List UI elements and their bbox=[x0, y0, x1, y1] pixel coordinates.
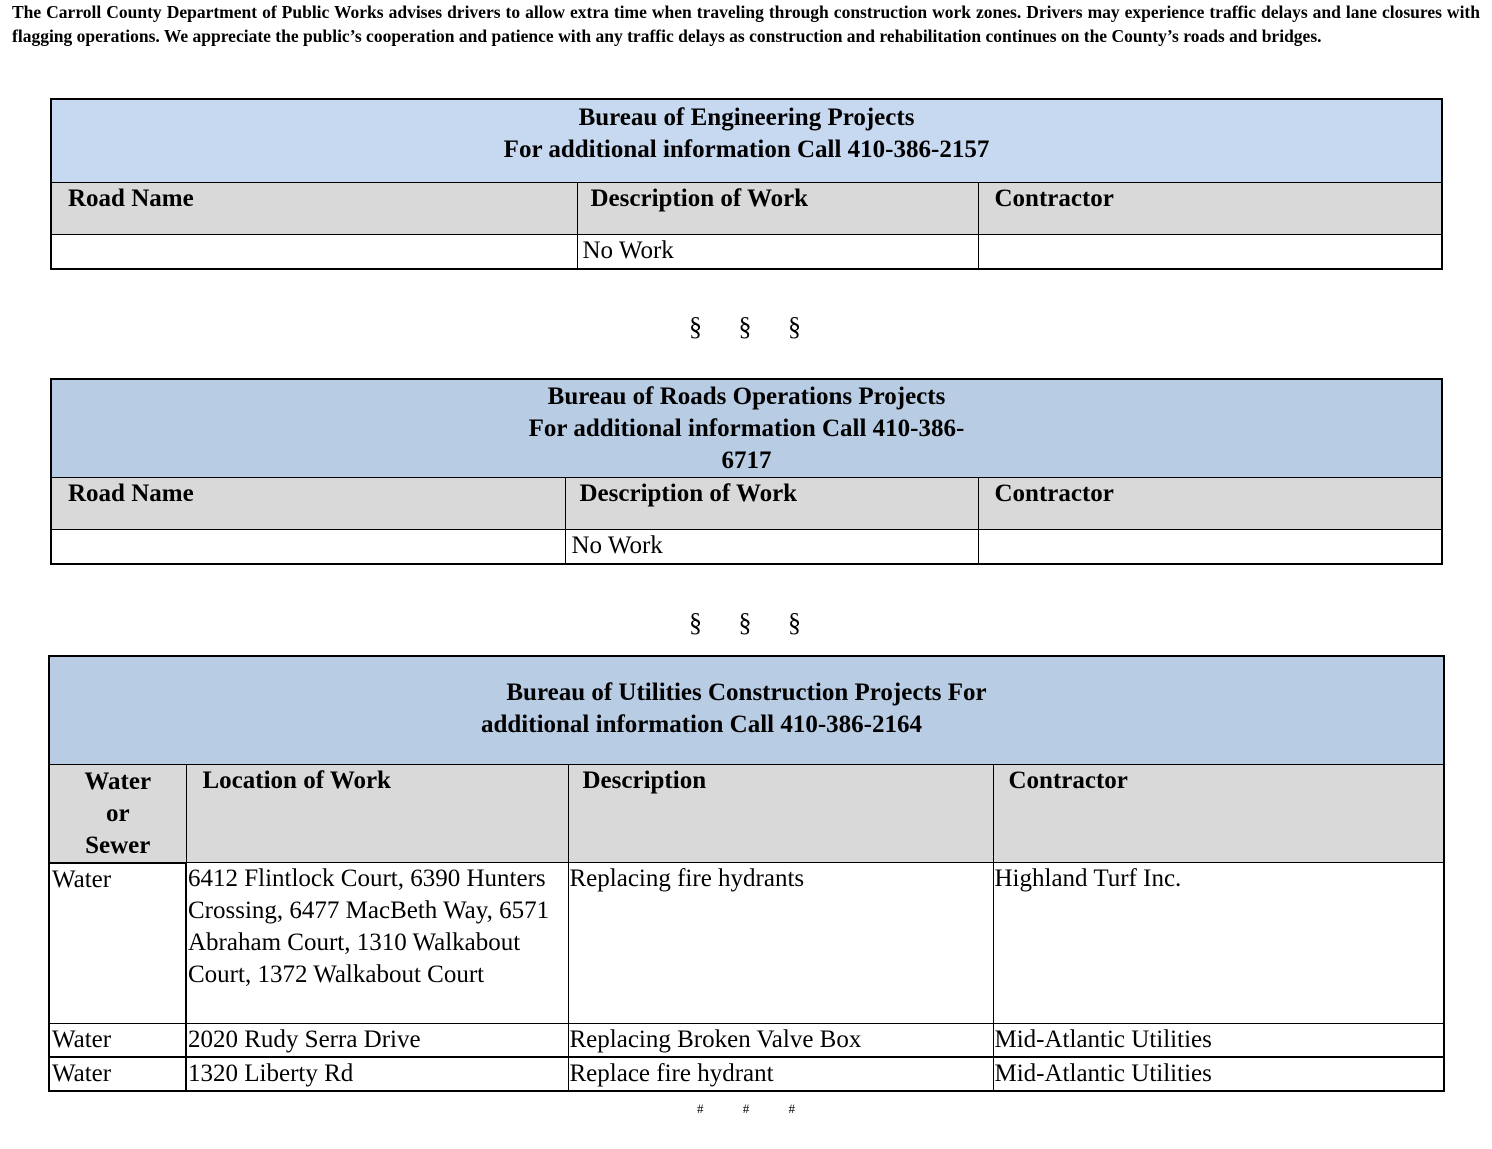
cell-location: 1320 Liberty Rd bbox=[186, 1057, 568, 1091]
cell-description: Replacing fire hydrants bbox=[568, 863, 993, 1024]
cell-type: Water bbox=[49, 1057, 186, 1091]
cell-contractor: Highland Turf Inc. bbox=[993, 863, 1444, 1024]
table-row bbox=[51, 235, 1442, 269]
column-header-water-or-sewer: Water or Sewer bbox=[49, 764, 186, 863]
cell-location: 6412 Flintlock Court, 6390 Hunters Crossing, 6477 MacBeth Way, 6571 Abraham Court, 1310 Walkabout Court, 1372 Walkabout Court bbox=[186, 863, 568, 1024]
cell-contractor bbox=[978, 235, 1442, 269]
column-header-contractor: Contractor bbox=[978, 183, 1442, 235]
table-row bbox=[49, 863, 1444, 1024]
engineering-title: Bureau of Engineering Projects bbox=[578, 104, 915, 131]
engineering-projects-table bbox=[50, 98, 1443, 270]
cell-contractor: Mid-Atlantic Utilities bbox=[993, 1024, 1444, 1058]
cell-description: Replace fire hydrant bbox=[568, 1057, 993, 1091]
section-separator: § § § bbox=[689, 608, 803, 637]
column-header-description: Description bbox=[568, 764, 993, 863]
intro-paragraph: The Carroll County Department of Public Works advises drivers to allow extra time when traveling through construction work zones. Drivers may experience traffic delays and lane closures with flagging operations. We appreciate the public’s cooperation and patience with any traffic delays as construction and rehabilitation continues on the County’s roads and bridges. bbox=[12, 2, 1480, 46]
cell-description: No Work bbox=[565, 530, 978, 564]
utilities-projects-table bbox=[48, 655, 1445, 1092]
cell-type: Water bbox=[49, 863, 186, 1024]
utilities-phone: additional information Call 410-386-2164 bbox=[481, 711, 922, 738]
cell-location: 2020 Rudy Serra Drive bbox=[186, 1024, 568, 1058]
cell-road-name bbox=[51, 530, 565, 564]
utilities-title: Bureau of Utilities Construction Projects For bbox=[506, 679, 987, 706]
roads-header bbox=[51, 379, 1442, 478]
cell-description: Replacing Broken Valve Box bbox=[568, 1024, 993, 1058]
column-header-location: Location of Work bbox=[186, 764, 568, 863]
column-header-contractor: Contractor bbox=[978, 478, 1442, 530]
cell-road-name bbox=[51, 235, 577, 269]
section-separator: § § § bbox=[689, 312, 803, 341]
end-mark: # # # bbox=[697, 1101, 795, 1116]
table-row bbox=[51, 530, 1442, 564]
engineering-phone: For additional information Call 410-386-2157 bbox=[503, 136, 990, 163]
engineering-header bbox=[51, 99, 1442, 183]
roads-phone: For additional information Call 410-386- 6717 bbox=[528, 415, 965, 474]
column-header-description: Description of Work bbox=[565, 478, 978, 530]
table-row bbox=[49, 1024, 1444, 1058]
column-header-road-name: Road Name bbox=[51, 183, 577, 235]
roads-title: Bureau of Roads Operations Projects bbox=[547, 383, 946, 410]
cell-type: Water bbox=[49, 1024, 186, 1058]
cell-contractor bbox=[978, 530, 1442, 564]
cell-description: No Work bbox=[577, 235, 978, 269]
cell-contractor: Mid-Atlantic Utilities bbox=[993, 1057, 1444, 1091]
roads-operations-table bbox=[50, 378, 1443, 565]
column-header-description: Description of Work bbox=[577, 183, 978, 235]
utilities-header bbox=[49, 656, 1444, 764]
column-header-contractor: Contractor bbox=[993, 764, 1444, 863]
column-header-road-name: Road Name bbox=[51, 478, 565, 530]
table-row bbox=[49, 1057, 1444, 1091]
